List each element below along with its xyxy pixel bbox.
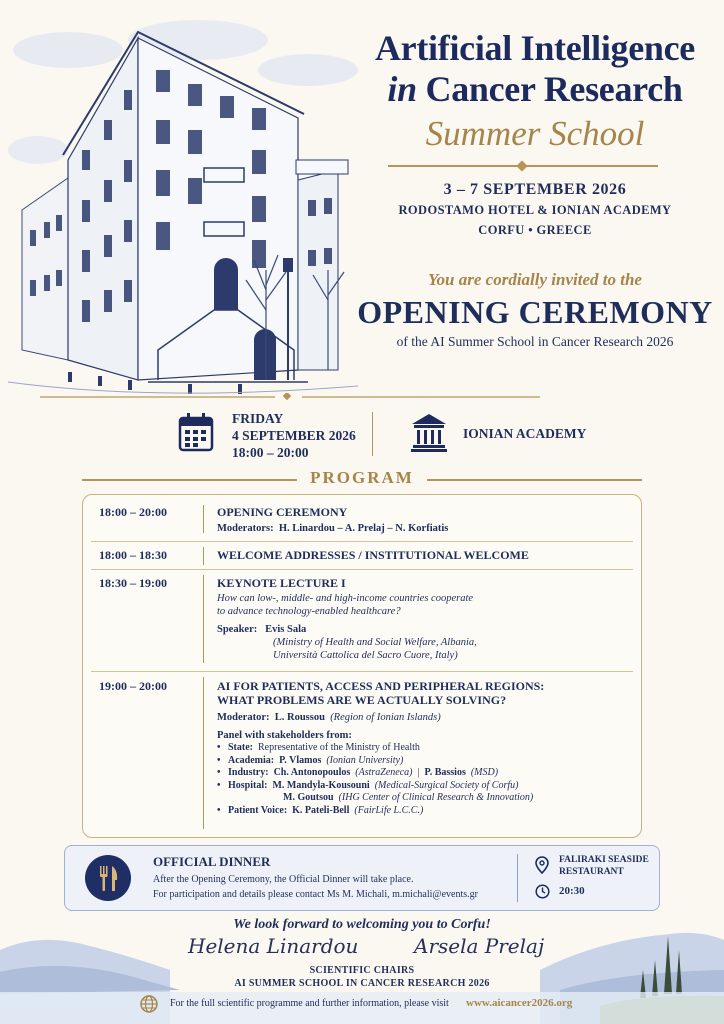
keynote-question-2: to advance technology-enabled healthcare? bbox=[217, 606, 401, 617]
program-header bbox=[82, 468, 642, 490]
dinner-location-2: RESTAURANT bbox=[559, 867, 624, 877]
scientific-chairs bbox=[0, 964, 724, 990]
row-divider bbox=[203, 677, 204, 829]
dinner-separator bbox=[517, 854, 518, 902]
panel-item bbox=[217, 780, 629, 793]
row-divider bbox=[203, 575, 204, 663]
title-block bbox=[350, 28, 720, 156]
panel-name-2: P. Bassios bbox=[424, 767, 466, 778]
row-time: 18:00 – 18:30 bbox=[99, 548, 167, 562]
ceremony-title: OPENING CEREMONY bbox=[357, 294, 713, 330]
panel-heading-1: AI FOR PATIENTS, ACCESS AND PERIPHERAL REGIONS: bbox=[217, 679, 545, 693]
panel-name-2: M. Goutsou bbox=[283, 792, 334, 803]
title-divider bbox=[388, 165, 658, 167]
academy-building-icon bbox=[410, 412, 448, 452]
footer-info: For the full scientific programme and further information, please visit bbox=[170, 998, 449, 1009]
when-where-row bbox=[178, 410, 598, 462]
program-box bbox=[82, 494, 642, 838]
panel-affiliation-2: (MSD) bbox=[470, 767, 499, 778]
moderator-name: L. Roussou bbox=[274, 712, 325, 723]
building-illustration bbox=[8, 10, 358, 410]
program-row bbox=[83, 503, 641, 537]
panel-name: K. Pateli-Bell bbox=[292, 804, 350, 816]
panel-heading-2: WHAT PROBLEMS ARE WE ACTUALLY SOLVING? bbox=[217, 693, 507, 707]
row-heading: KEYNOTE LECTURE I bbox=[217, 576, 346, 590]
panel-affiliation-2: (IHG Center of Clinical Research & Innovation) bbox=[338, 792, 534, 803]
event-location: CORFU • GREECE bbox=[478, 223, 592, 237]
row-content bbox=[217, 505, 629, 535]
dinner-location-1: FALIRAKI SEASIDE bbox=[559, 855, 649, 865]
title-line-2-rest: Cancer Research bbox=[416, 69, 683, 109]
panel-role: Academia: bbox=[228, 754, 275, 766]
moderators-label: Moderators: bbox=[217, 523, 274, 534]
invitation-block bbox=[350, 270, 720, 350]
signature-linardou: Helena Linardou bbox=[188, 934, 359, 958]
clock-icon bbox=[535, 884, 550, 899]
moderator-label: Moderator: bbox=[217, 712, 270, 723]
panel-role: State: bbox=[228, 742, 253, 753]
chairs-event: AI SUMMER SCHOOL IN CANCER RESEARCH 2026 bbox=[234, 978, 490, 989]
panel-item bbox=[217, 755, 629, 768]
dining-icon-circle bbox=[85, 855, 131, 901]
signature-prelaj: Arsela Prelaj bbox=[414, 934, 545, 958]
event-day: FRIDAY bbox=[232, 411, 284, 426]
invitation-line: You are cordially invited to the bbox=[428, 270, 642, 289]
program-row bbox=[83, 547, 641, 567]
program-row bbox=[83, 575, 641, 667]
globe-icon bbox=[140, 995, 158, 1013]
panel-label bbox=[217, 729, 629, 742]
row-heading: OPENING CEREMONY bbox=[217, 505, 348, 519]
event-when bbox=[232, 410, 356, 461]
panel-name: M. Mandyla-Kousouni bbox=[272, 779, 370, 791]
chairs-title: SCIENTIFIC CHAIRS bbox=[309, 965, 415, 976]
panel-affiliation: (AstraZeneca) bbox=[355, 767, 413, 778]
panel-role: Hospital: bbox=[228, 779, 268, 791]
panel-affiliation: (Ionian University) bbox=[326, 754, 404, 766]
moderator-line bbox=[217, 711, 629, 724]
row-separator bbox=[91, 541, 633, 542]
row-divider bbox=[203, 505, 204, 533]
title-line-2 bbox=[350, 68, 720, 110]
row-divider bbox=[203, 547, 204, 565]
row-heading: WELCOME ADDRESSES / INSTITUTIONAL WELCOME bbox=[217, 548, 529, 562]
panel-affiliation: (Medical-Surgical Society of Corfu) bbox=[374, 779, 519, 791]
subtitle: Summer School bbox=[425, 114, 645, 153]
event-details bbox=[350, 180, 720, 240]
panel-item bbox=[217, 805, 629, 818]
panel-separator: | bbox=[417, 767, 420, 778]
moderator-affiliation: (Region of Ionian Islands) bbox=[330, 712, 441, 723]
moderators-line bbox=[217, 522, 629, 535]
panel-name: Ch. Antonopoulos bbox=[273, 767, 351, 778]
panel-label-text: Panel with stakeholders from: bbox=[217, 730, 352, 741]
dinner-line-1: After the Opening Ceremony, the Official Dinner will take place. bbox=[153, 874, 414, 885]
program-title: PROGRAM bbox=[310, 468, 414, 487]
title-in-word: in bbox=[387, 69, 417, 109]
row-time: 18:00 – 20:00 bbox=[99, 505, 167, 519]
dinner-box bbox=[64, 845, 660, 911]
event-venue: RODOSTAMO HOTEL & IONIAN ACADEMY bbox=[398, 203, 672, 217]
row-content bbox=[217, 576, 629, 662]
panel-item-continued bbox=[217, 792, 629, 805]
event-date: 4 SEPTEMBER 2026 bbox=[232, 428, 356, 443]
dinner-details bbox=[153, 872, 533, 902]
welcome-message: We look forward to welcoming you to Corfu! bbox=[233, 917, 491, 932]
panel-role: Patient Voice: bbox=[228, 804, 288, 816]
website-link[interactable]: www.aicancer2026.org bbox=[466, 997, 573, 1009]
panel-item bbox=[217, 767, 629, 780]
panel-name: Representative of the Ministry of Health bbox=[258, 742, 420, 753]
event-dates: 3 – 7 SEPTEMBER 2026 bbox=[443, 181, 627, 198]
row-time: 18:30 – 19:00 bbox=[99, 576, 167, 590]
ceremony-subtitle: of the AI Summer School in Cancer Research 2026 bbox=[396, 334, 674, 349]
row-content bbox=[217, 548, 629, 562]
program-line-right bbox=[427, 479, 642, 481]
speaker-affiliation-2: Università Cattolica del Sacro Cuore, Italy) bbox=[273, 650, 458, 661]
speaker-name: Evis Sala bbox=[265, 624, 307, 635]
dinner-line-2: For participation and details please contact Ms M. Michali, m.michali@events.gr bbox=[153, 889, 478, 900]
info-separator bbox=[372, 412, 373, 456]
dinner-title: OFFICIAL DINNER bbox=[153, 854, 271, 869]
ornament-divider bbox=[40, 393, 540, 401]
panel-list bbox=[217, 742, 629, 817]
speaker-affiliation-1: (Ministry of Health and Social Welfare, Albania, bbox=[273, 637, 477, 648]
keynote-question-1: How can low-, middle- and high-income countries cooperate bbox=[217, 593, 474, 604]
fork-knife-icon bbox=[85, 855, 131, 901]
dinner-location bbox=[559, 854, 649, 878]
panel-affiliation: (FairLife L.C.C.) bbox=[354, 804, 424, 816]
row-separator bbox=[91, 569, 633, 570]
panel-name: P. Vlamos bbox=[279, 754, 322, 766]
moderators-names: H. Linardou – A. Prelaj – N. Korfiatis bbox=[278, 523, 449, 534]
event-place: IONIAN ACADEMY bbox=[463, 426, 587, 441]
panel-item bbox=[217, 742, 629, 755]
panel-role: Industry: bbox=[228, 767, 269, 778]
calendar-icon bbox=[178, 412, 214, 452]
speaker-label: Speaker: bbox=[217, 624, 258, 635]
program-row bbox=[83, 677, 641, 833]
location-pin-icon bbox=[535, 856, 549, 874]
row-time: 19:00 – 20:00 bbox=[99, 679, 167, 693]
event-time: 18:00 – 20:00 bbox=[232, 445, 309, 460]
title-line-1: Artificial Intelligence bbox=[374, 28, 695, 68]
row-content bbox=[217, 679, 629, 817]
dinner-time: 20:30 bbox=[559, 885, 585, 897]
row-separator bbox=[91, 671, 633, 672]
speaker-line bbox=[217, 623, 629, 636]
